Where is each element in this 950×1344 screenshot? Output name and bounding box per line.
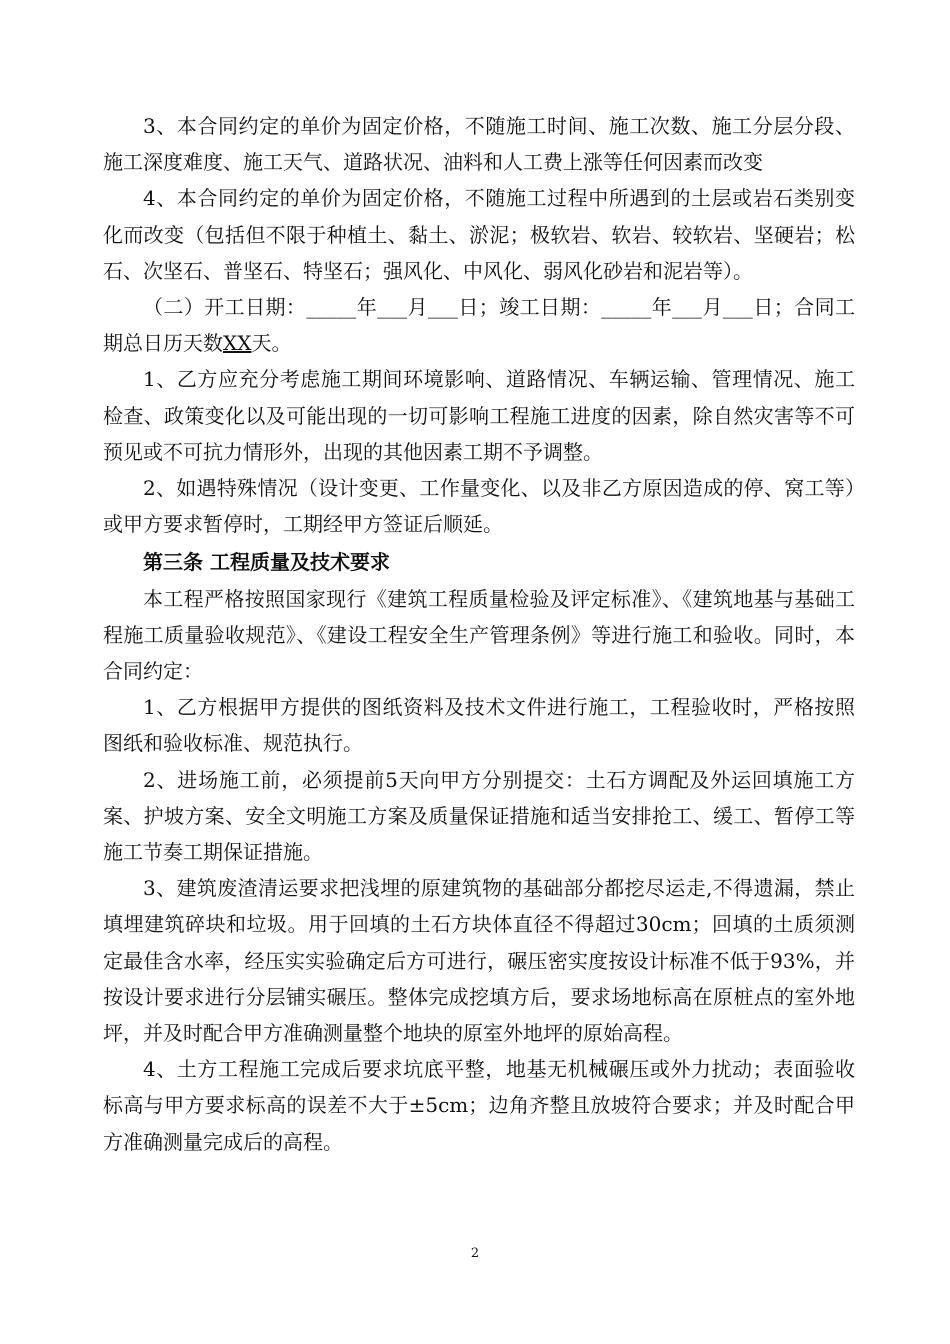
schedule-dates-suffix: 天。 <box>251 331 292 356</box>
schedule-item-1: 1、乙方应充分考虑施工期间环境影响、道路情况、车辆运输、管理情况、施工检查、政策变化以及可能出现的一切可影响工程施工进度的因素，除自然灾害等不可预见或不可抗力情形外，出现的其他因素工期不予调整。 <box>103 367 855 464</box>
document-body <box>103 108 855 1160</box>
quality-item-4: 4、土方工程施工完成后要求坑底平整，地基无机械碾压或外力扰动；表面验收标高与甲方要求标高的误差不大于±5cm；边角齐整且放坡符合要求；并及时配合甲方准确测量完成后的高程。 <box>103 1057 855 1154</box>
total-days-value: XX <box>223 331 252 356</box>
schedule-item-2: 2、如遇特殊情况（设计变更、工作量变化、以及非乙方原因造成的停、窝工等）或甲方要求暂停时，工期经甲方签证后顺延。 <box>103 476 855 537</box>
section-heading: 第三条 工程质量及技术要求 <box>143 550 390 575</box>
quality-item-3: 3、建筑废渣清运要求把浅埋的原建筑物的基础部分都挖尽运走,不得遗漏，禁止填埋建筑碎块和垃圾。用于回填的土石方块体直径不得超过30cm；回填的土质须测定最佳含水率，经压实实验确定后方可进行，碾压密实度按设计标准不低于93%，并按设计要求进行分层铺实碾压。整体完成挖填方后，要求场地标高在原桩点的室外地坪，并及时配合甲方准确测量整个地块的原室外地坪的原始高程。 <box>103 876 855 1046</box>
schedule-dates-text: （二）开工日期：_____年___月___日；竣工日期：_____年___月___日；合同工期总日历天数 <box>103 295 855 356</box>
page-number: 2 <box>470 1246 480 1261</box>
clause-item-4: 4、本合同约定的单价为固定价格，不随施工过程中所遇到的土层或岩石类别变化而改变（包括但不限于种植土、黏土、淤泥；极软岩、软岩、较软岩、坚硬岩；松石、次坚石、普坚石、特坚石；强风化、中风化、弱风化砂岩和泥岩等）。 <box>103 186 855 283</box>
quality-item-2: 2、进场施工前，必须提前5天向甲方分别提交：土石方调配及外运回填施工方案、护坡方案、安全文明施工方案及质量保证措施和适当安排抢工、缓工、暂停工等施工节奏工期保证措施。 <box>103 767 855 865</box>
schedule-dates-paragraph <box>103 289 855 361</box>
quality-item-1: 1、乙方根据甲方提供的图纸资料及技术文件进行施工，工程验收时，严格按照图纸和验收标准、规范执行。 <box>103 695 855 756</box>
clause-item-3: 3、本合同约定的单价为固定价格，不随施工时间、施工次数、施工分层分段、施工深度难度、施工天气、道路状况、油料和人工费上涨等任何因素而改变 <box>103 114 855 175</box>
quality-intro: 本工程严格按照国家现行《建筑工程质量检验及评定标准》、《建筑地基与基础工程施工质量验收规范》、《建设工程安全生产管理条例》等进行施工和验收。同时，本合同约定： <box>103 586 855 684</box>
